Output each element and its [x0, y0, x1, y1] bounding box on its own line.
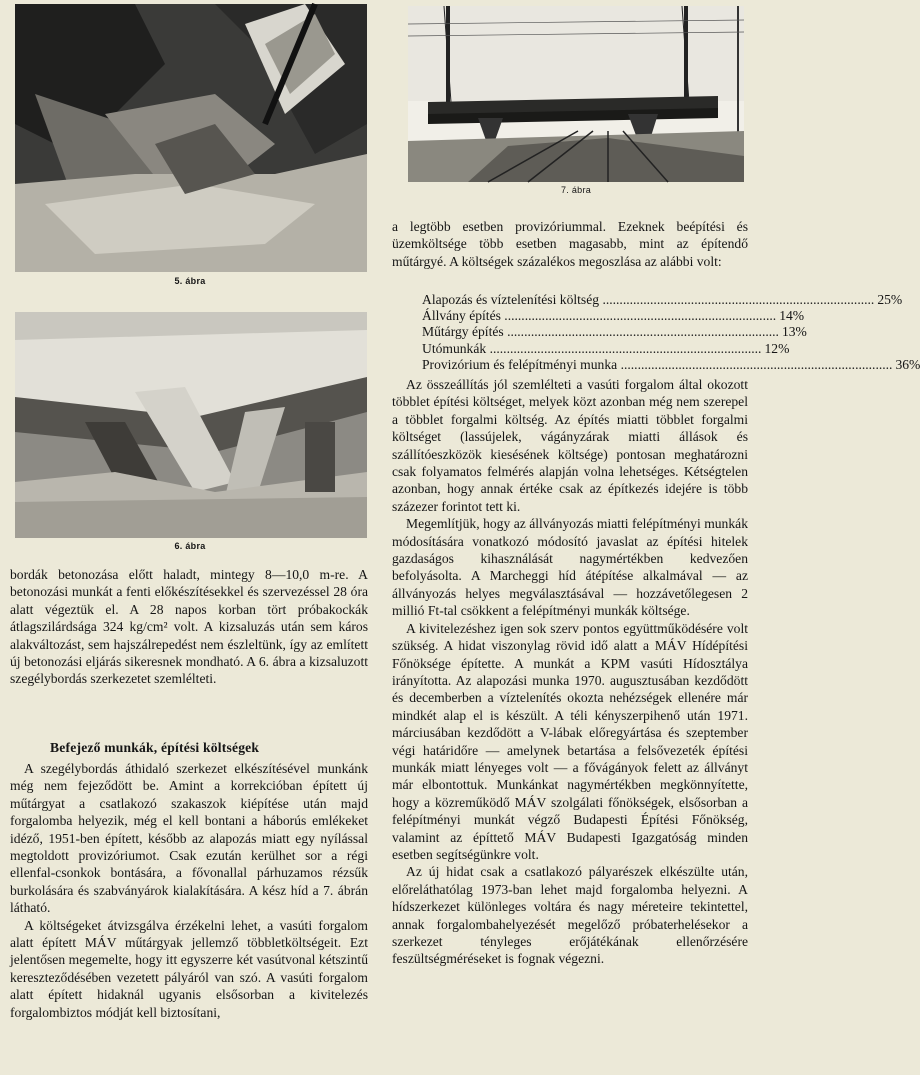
right-paragraph-1: Az összeállítás jól szemlélteti a vasúti forgalom által okozott többlet építési költséget, melyek közt azonban még nem szerepel a többlet forgalmi költség. Az építés miatti többlet forgalmi költséget (lassújelek, vágányzárak miatti állások és szállítóeszközök kiesésének költsége) pontosan meghatározni csak folyamatos felmérés alapján volna lehetséges. Kétségtelen azonban, hogy annak értéke csak az építkezés idejére is több százezer forintot tett ki. [392, 377, 748, 514]
cost-value: 13% [781, 324, 807, 340]
cost-value: 36% [895, 356, 920, 372]
cost-label: Provizórium és felépítményi munka ................................................................................ [422, 356, 893, 372]
cost-label: Utómunkák ................................................................................ [422, 340, 762, 356]
left-paragraph-2: A költségeket átvizsgálva érzékelni lehet, a vasúti forgalom alatt épített MÁV műtárgyak jellemző többletköltségeit. Ezt jelentősen megemelte, hogy itt egyszerre két vasútvonal kétszintű kereszteződésében vezetett pályáról van szó. A vasúti forgalom alatt épített hidaknál ugyanis elsősorban a kivitelezés forgalombiztos módját kell biztosítani, [10, 917, 368, 1020]
right-paragraph-4: Az új hidat csak a csatlakozó pályarészek elkészülte után, előreláthatólag 1973-ban lehet majd forgalomba helyezni. A hídszerkezet különleges voltára és nagy méreteire tekintettel, annak forgalombahelyezését megelőző próbaterhelésekor a szerkezet tényleges erőjátékának ellenőrzésére feszültségméréseket is fognak végezni. [392, 864, 748, 967]
right-paragraph-top-text: a legtöbb esetben provizóriummal. Ezeknek beépítési és üzemköltsége több esetben magasabb, mint az építendő műtárgyé. A költségek százalékos megoszlása az alábbi volt: [392, 219, 748, 269]
figure-6-photo [15, 312, 367, 538]
figure-5-image [15, 4, 367, 272]
cost-row [422, 340, 790, 357]
figure-5-photo [15, 4, 367, 272]
left-paragraph-top-text: bordák betonozása előtt haladt, mintegy 8—10,0 m-re. A betonozási munkát a fenti előkészítésekkel és szervezéssel 28 óra alatt végeztük el. A 28 napos korban tört próbakockák átlagszilárdsága 324 kg/cm² volt. A kizsaluzás után sem káros alakváltozást, sem hajszálrepedést nem észleltünk, így az említett új betonozási eljárás sikeresnek mondható. A 6. ábra a kizsaluzott szegélybordás szerkezetet szemlélteti. [10, 567, 368, 687]
cost-breakdown-table [422, 292, 920, 373]
cost-row [422, 308, 805, 324]
cost-row [422, 324, 807, 340]
left-body [10, 760, 368, 1021]
cost-row [422, 356, 920, 373]
cost-value: 12% [764, 340, 790, 356]
right-paragraph-3: A kivitelezéshez igen sok szerv pontos együttműködésére volt szükség. A hidat viszonylag rövid idő alatt a MÁV Hídépítési Főnöksége építette. A munkát a KPM vasúti Hídosztálya irányította. Az alapozási munka 1970. augusztusában kezdődött és decemberben a víztelenítés okozta nehézségek ellenére már mindkét alap el is készült. A téli kényszerpihenő után 1971. márciusában kezdődött a V-lábak előregyártása és szeptember végi határidőre — amelynek betartása a felsővezeték építési munkák miatt lényeges volt — a fővágányok felett az állványt már elbontottuk. Munkánkat nagymértékben megkönnyítette, hogy a közreműködő MÁV szolgálati főnökségek, elsősorban a felépítményi munkát végző Budapesti Építési Főnökség, valamint az építtető MÁV Budapesti Igazgatóság minden esetben segítségünkre volt. [392, 620, 748, 862]
cost-value: 25% [877, 292, 903, 307]
figure-7-caption: 7. ábra [560, 185, 592, 195]
figure-5-caption: 5. ábra [174, 276, 206, 286]
cost-label: Alapozás és víztelenítési költség ................................................................................ [422, 292, 875, 307]
cost-value: 14% [779, 308, 805, 324]
right-body [392, 376, 748, 968]
right-paragraph-top [392, 218, 748, 270]
figure-6-caption: 6. ábra [174, 541, 206, 551]
cost-row [422, 292, 903, 308]
figure-7-image [408, 6, 744, 182]
left-paragraph-1: A szegélybordás áthidaló szerkezet elkészítésével munkánk még nem fejeződött be. Amint a korrekcióban épített új műtárgyat a csatlakozó szakaszok kiépítése után majd forgalomba helyezik, még el kell bontani a háborús emlékeket idéző, 1951-ben épített, később az alapozás miatt egy nyílással megtoldott provizóriumot. Csak ezután kerülhet sor a régi ellenfal-csonkok bontására, a fővonallal párhuzamos rézsűk burkolására és szabványárok kialakítására. A kész híd a 7. ábrán látható. [10, 761, 368, 916]
right-paragraph-2: Megemlítjük, hogy az állványozás miatti felépítményi munkák módosítására vonatkozó módosító javaslat az építési hitelek gazdaságos kihasználását nagymértékben kedvezően befolyásolta. A Marcheggi híd átépítése alkalmával — az állványozás helyes megválasztásával — hozzávetőlegesen 2 millió Ft-tal csökkent a felépítményi munkák költsége. [392, 516, 748, 619]
figure-7-photo [408, 6, 744, 182]
cost-label: Állvány építés ................................................................................ [422, 308, 777, 324]
section-heading: Befejező munkák, építési költségek [50, 740, 260, 755]
left-paragraph-top [10, 566, 368, 688]
figure-6-image [15, 312, 367, 538]
cost-label: Műtárgy építés ................................................................................ [422, 324, 779, 340]
